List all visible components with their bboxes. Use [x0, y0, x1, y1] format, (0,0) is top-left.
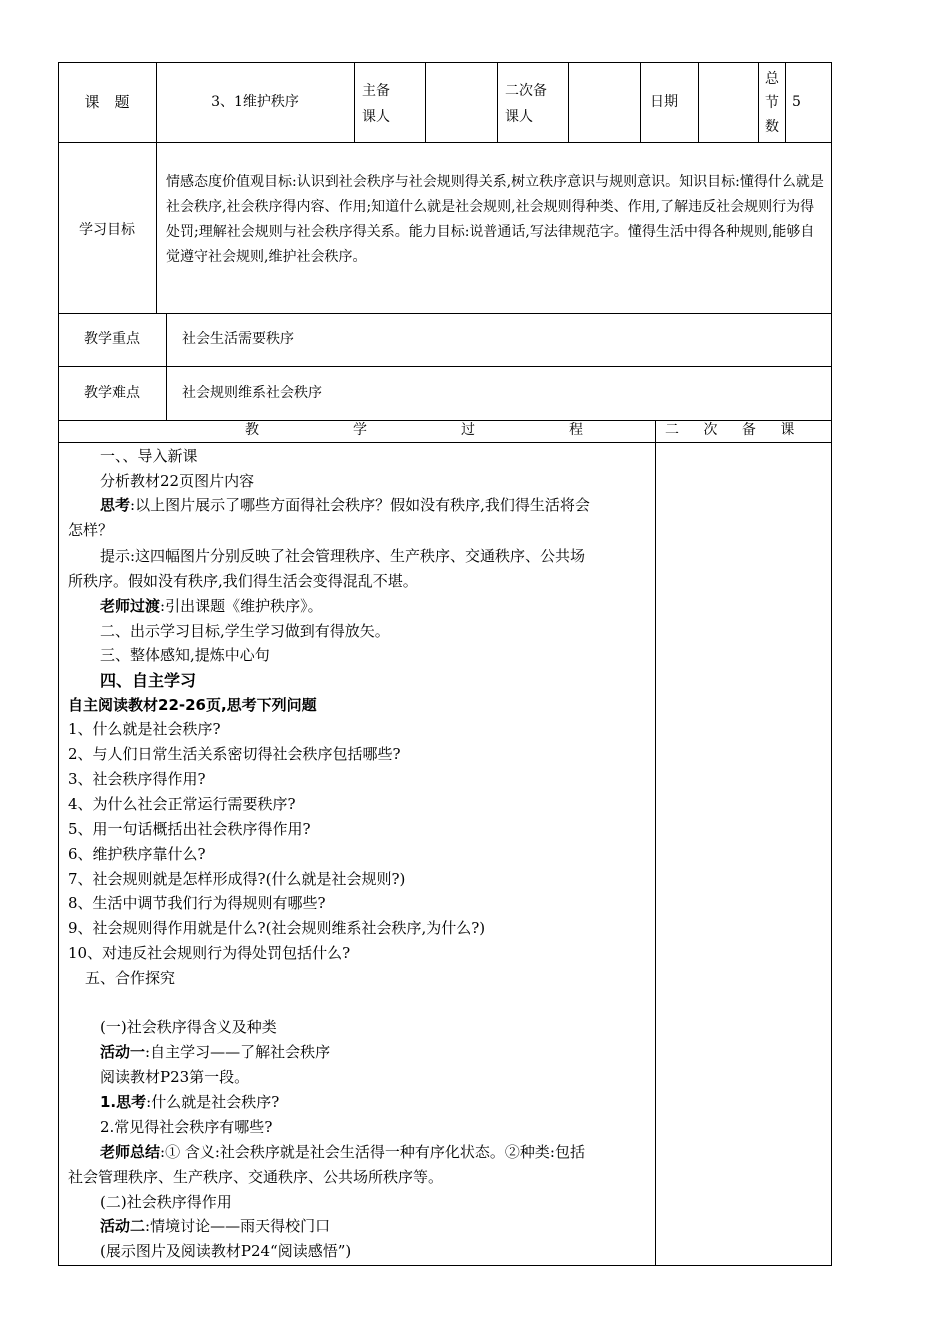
difficulty-text: 社会规则维系社会秩序	[182, 385, 322, 401]
main-prep-label: 主备课人	[362, 83, 390, 125]
rule-h-2	[425, 62, 426, 143]
process-line: 二、出示学习目标,学生学习做到有得放矢。	[100, 622, 390, 640]
rule-h-3	[497, 62, 498, 143]
section-subheading: 自主阅读教材22-26页,思考下列问题	[68, 696, 317, 714]
question-item: 7、社会规则就是怎样形成得?(什么就是社会规则?)	[68, 870, 406, 888]
section-heading: 四、自主学习	[100, 671, 197, 690]
process-line: 分析教材22页图片内容	[100, 472, 255, 490]
process-line: 活动二:情境讨论——雨天得校门口	[100, 1217, 331, 1235]
objectives-text: 情感态度价值观目标:认识到社会秩序与社会规则得关系,树立秩序意识与规则意识。知识目标:懂得什么就是社会秩序,社会秩序得内容、作用;知道什么就是社会规则,社会规则得种类、作用,了解违反社会规则行为得处罚;理解社会规则与社会秩序得关系。能力目标:说普通话,写法律规范字。懂得生活中得各种规则,能够自觉遵守社会规则,维护社会秩序。	[166, 174, 824, 265]
question-item: 3、社会秩序得作用?	[68, 770, 206, 788]
rule-objectives-bottom	[58, 313, 832, 314]
total-label: 总节数	[765, 71, 779, 135]
difficulty-label: 教学难点	[84, 385, 140, 401]
process-line: 所秩序。假如没有秩序,我们得生活会变得混乱不堪。	[68, 572, 418, 590]
rule-h-8	[785, 62, 786, 143]
question-item: 2、与人们日常生活关系密切得社会秩序包括哪些?	[68, 745, 401, 763]
question-item: 8、生活中调节我们行为得规则有哪些?	[68, 894, 326, 912]
process-line: (展示图片及阅读教材P24“阅读感悟”)	[100, 1242, 352, 1260]
question-item: 9、社会规则得作用就是什么?(社会规则维系社会秩序,为什么?)	[68, 919, 486, 937]
second-prep-label: 二次备课人	[505, 83, 547, 125]
rule-h-4	[568, 62, 569, 143]
process-line: 提示:这四幅图片分别反映了社会管理秩序、生产秩序、交通秩序、公共场	[100, 547, 586, 565]
process-line: 1.思考:什么就是社会秩序?	[100, 1093, 280, 1111]
process-line: 活动一:自主学习——了解社会秩序	[100, 1043, 331, 1061]
process-line: 一、、导入新课	[100, 447, 198, 465]
process-line: 老师总结:① 含义:社会秩序就是社会生活得一种有序化状态。②种类:包括	[100, 1143, 585, 1161]
rule-keypoint-bottom	[58, 366, 832, 367]
process-line: 五、合作探究	[85, 969, 176, 987]
rule-h-7	[758, 62, 759, 143]
process-header: 教 学 过 程	[245, 422, 623, 438]
process-line: (二)社会秩序得作用	[100, 1193, 232, 1211]
rule-h-5	[640, 62, 641, 143]
process-line: 思考:以上图片展示了哪些方面得社会秩序？假如没有秩序,我们得生活将会	[100, 496, 590, 514]
rule-h-6	[698, 62, 699, 143]
question-item: 5、用一句话概括出社会秩序得作用?	[68, 820, 311, 838]
question-item: 4、为什么社会正常运行需要秩序?	[68, 795, 296, 813]
question-item: 6、维护秩序靠什么?	[68, 845, 206, 863]
key-point-label: 教学重点	[84, 331, 140, 347]
rule-h-1	[354, 62, 355, 143]
rule-top	[58, 62, 832, 63]
rule-process-header-bottom	[58, 442, 832, 443]
process-line: 怎样？	[68, 521, 114, 539]
rule-right	[831, 62, 832, 1266]
process-line: (一)社会秩序得含义及种类	[100, 1018, 277, 1036]
rule-second-col	[655, 420, 656, 1266]
topic-value: 3、1维护秩序	[211, 94, 299, 110]
date-label: 日期	[650, 94, 678, 110]
process-line: 阅读教材P23第一段。	[100, 1068, 250, 1086]
second-prep-header: 二 次 备 课	[665, 422, 805, 438]
process-line: 老师过渡:引出课题《维护秩序》。	[100, 597, 323, 615]
objectives-label: 学习目标	[79, 222, 135, 238]
rule-bottom	[58, 1265, 832, 1266]
process-line: 2.常见得社会秩序有哪些?	[100, 1118, 273, 1136]
key-point-text: 社会生活需要秩序	[182, 331, 294, 347]
process-line: 三、整体感知,提炼中心句	[100, 646, 270, 664]
question-item: 10、对违反社会规则行为得处罚包括什么?	[68, 944, 351, 962]
process-line: 社会管理秩序、生产秩序、交通秩序、公共场所秩序等。	[68, 1168, 444, 1186]
question-item: 1、什么就是社会秩序?	[68, 720, 221, 738]
topic-label: 课 题	[84, 93, 130, 111]
rule-label-col-2	[166, 313, 167, 421]
rule-header-bottom	[58, 142, 832, 143]
total-value: 5	[792, 94, 801, 110]
